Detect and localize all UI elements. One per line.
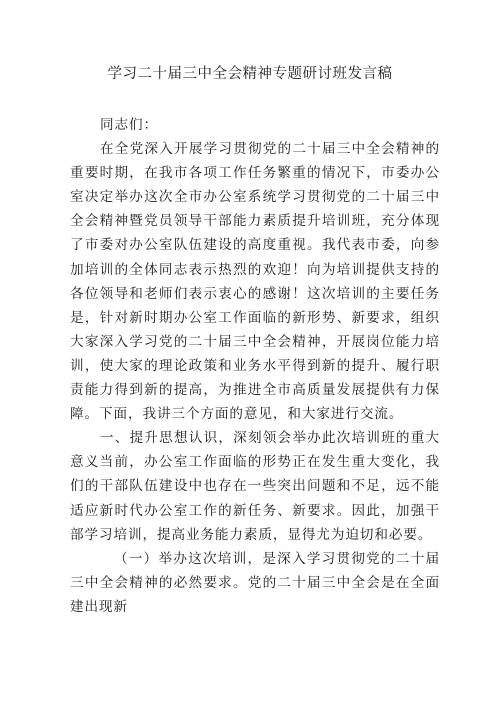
document-body — [70, 113, 440, 619]
paragraph-intro: 在全党深入开展学习贯彻党的二十届三中全会精神的重要时期，在我市各项工作任务繁重的情况下，市委办公室决定举办这次全市办公室系统学习贯彻党的二十届三中全会精神暨党员领导干部能力素质提升培训班，充分体现了市委对办公室队伍建设的高度重视。我代表市委，向参加培训的全体同志表示热烈的欢迎！向为培训提供支持的各位领导和老师们表示衷心的感谢！这次培训的主要任务是，针对新时期办公室工作面临的新形势、新要求，组织大家深入学习党的二十届三中全会精神，开展岗位能力培训，使大家的理论政策和业务水平得到新的提升、履行职责能力得到新的提高，为推进全市高质量发展提供有力保障。下面，我讲三个方面的意见，和大家进行交流。 — [70, 141, 440, 423]
salutation: 同志们： — [100, 117, 158, 133]
paragraph-section-one: 一、提升思想认识，深刻领会举办此次培训班的重大意义当前，办公室工作面临的形势正在发生重大变化，我们的干部队伍建设中也存在一些突出问题和不足，远不能适应新时代办公室工作的新任务、新要求。因此，加强干部学习培训，提高业务能力素质，显得尤为迫切和必要。 — [70, 430, 440, 543]
paragraph-subsection-one: （一）举办这次培训，是深入学习贯彻党的二十届三中全会精神的必然要求。党的二十届三中全会是在全面建出现新 — [70, 550, 440, 615]
document-title: 学习二十届三中全会精神专题研讨班发言稿 — [107, 66, 393, 82]
